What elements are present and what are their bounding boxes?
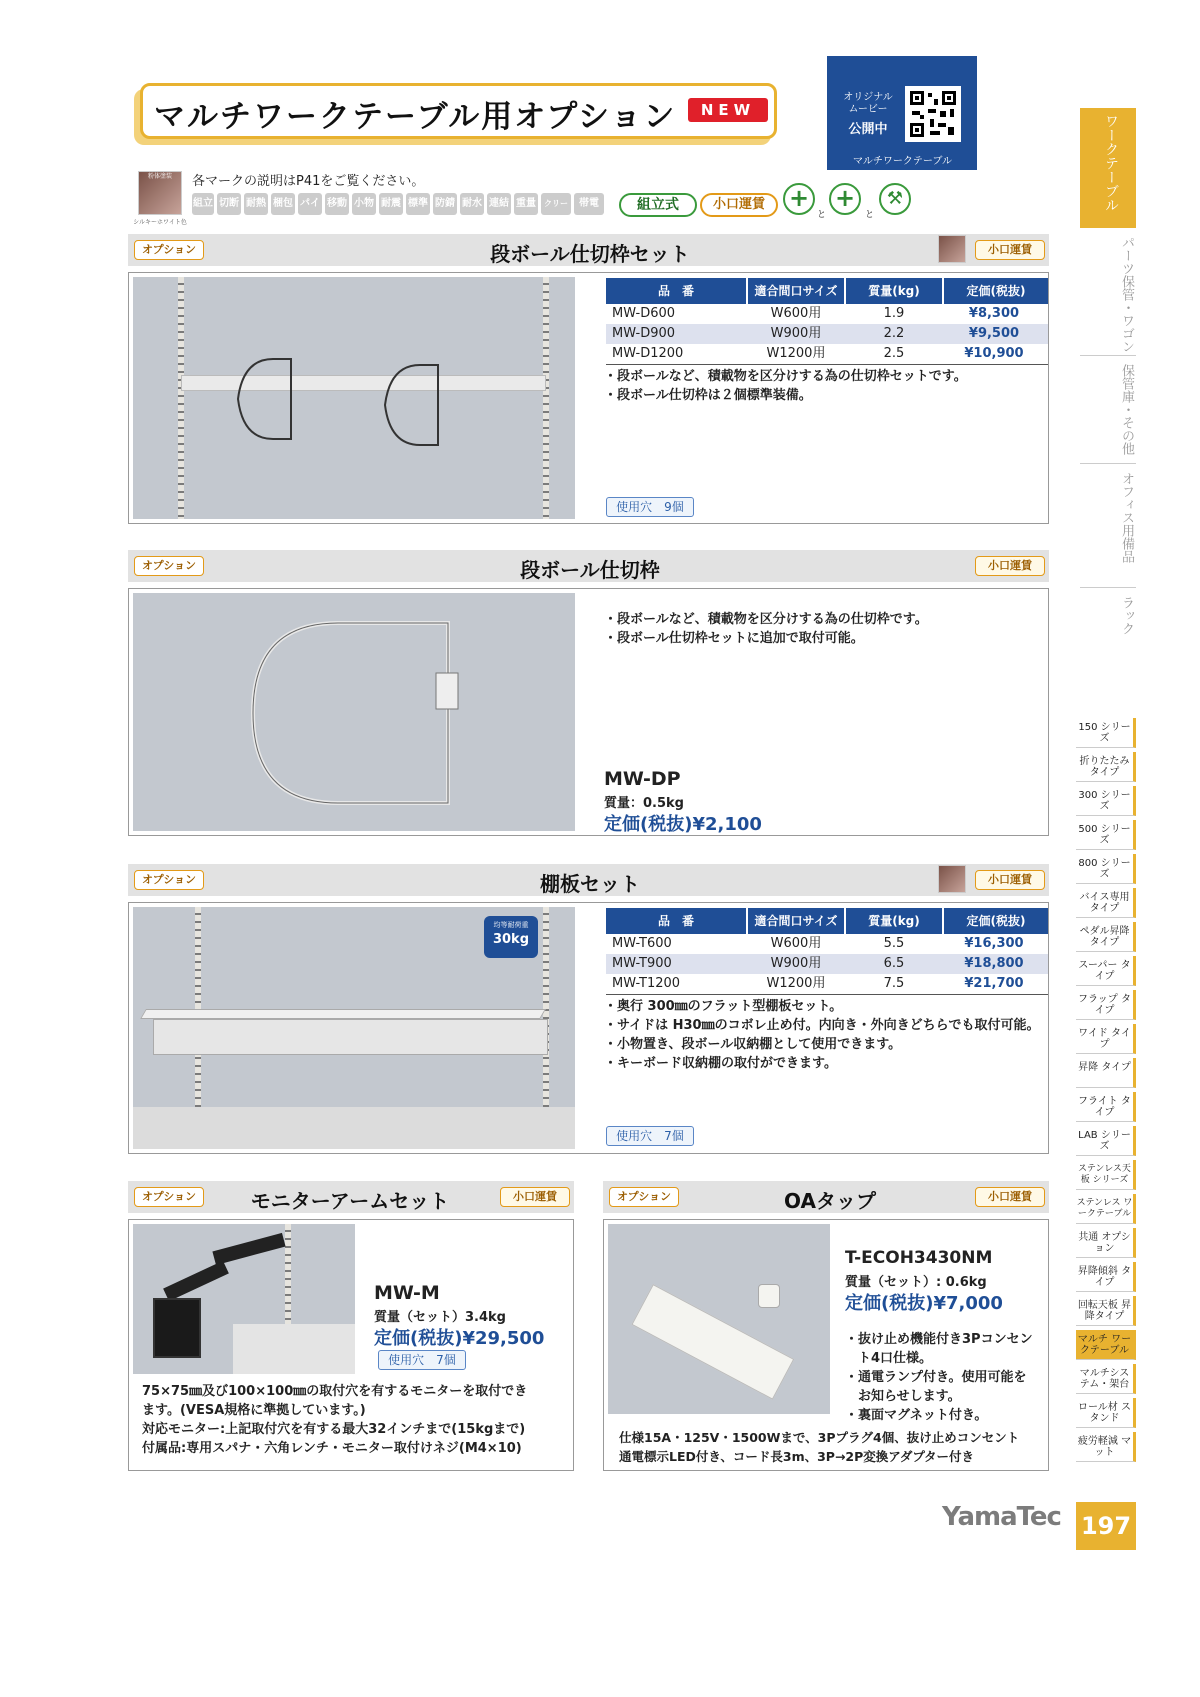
- sidebar-item[interactable]: ステンレス天板 シリーズ: [1076, 1160, 1136, 1190]
- small-freight-mark: 小口運賃: [700, 193, 778, 217]
- product-photo: [133, 277, 575, 519]
- sidebar-item[interactable]: 800 シリーズ: [1076, 854, 1136, 884]
- table-cell: ¥10,900: [964, 346, 1024, 361]
- mark-icon: 移動: [325, 193, 349, 215]
- small-freight-tag: 小口運賃: [975, 556, 1045, 576]
- sidebar-tab-parts[interactable]: パーツ保管・ワゴン: [1080, 236, 1136, 356]
- color-swatch: [938, 865, 966, 893]
- table-cell: 1.9: [883, 306, 905, 321]
- option-tag: オプション: [134, 240, 204, 260]
- table-cell: 2.5: [883, 346, 905, 361]
- qr-code-icon[interactable]: [905, 86, 961, 142]
- table-cell: ¥9,500: [968, 326, 1020, 341]
- sidebar-item[interactable]: 折りたたみ タイプ: [1076, 752, 1136, 782]
- sidebar-item[interactable]: LAB シリーズ: [1076, 1126, 1136, 1156]
- bullet-text: ・通電ランプ付き。使用可能を: [845, 1370, 1027, 1385]
- table-header: 適合間口サイズ: [748, 908, 844, 934]
- section-title: 段ボール仕切枠: [520, 558, 660, 582]
- sidebar-item[interactable]: 回転天板 昇降タイプ: [1076, 1296, 1136, 1326]
- sidebar-item[interactable]: 共通 オプション: [1076, 1228, 1136, 1258]
- sidebar-item[interactable]: フラップ タイプ: [1076, 990, 1136, 1020]
- option-tag: オプション: [134, 1187, 204, 1207]
- sidebar-item[interactable]: フライト タイプ: [1076, 1092, 1136, 1122]
- table-cell: MW-T900: [612, 956, 672, 971]
- product-photo: [133, 1224, 355, 1374]
- bullet-text: ・裏面マグネット付き。: [845, 1408, 988, 1423]
- small-freight-tag: 小口運賃: [975, 870, 1045, 890]
- mark-icon: 小物: [352, 193, 376, 215]
- mark-icon: 帯電: [574, 193, 604, 215]
- table-cell: MW-D900: [612, 326, 676, 341]
- page-title: マルチワークテーブル用オプション: [154, 99, 677, 135]
- load-label: 均等耐荷重: [493, 921, 529, 929]
- sidebar-tab-office[interactable]: オフィス用備品: [1080, 472, 1136, 588]
- sidebar-item[interactable]: 疲労軽減 マット: [1076, 1432, 1136, 1462]
- bullet-text: ・奥行 300㎜のフラット型棚板セット。: [604, 999, 843, 1014]
- table-cell: W900用: [770, 326, 822, 341]
- table-cell: ¥16,300: [964, 936, 1024, 951]
- bullet-text: ・キーボード収納棚の取付ができます。: [604, 1056, 837, 1071]
- mark-icon: 切断: [217, 193, 241, 215]
- mark-icon: クリーン: [541, 193, 571, 215]
- section-title: 棚板セット: [540, 872, 640, 896]
- table-header: 品 番: [606, 278, 746, 304]
- sidebar-tab-rack[interactable]: ラック: [1119, 596, 1134, 635]
- marks-note: 各マークの説明はP41をご覧ください。: [192, 174, 425, 189]
- table-cell: 7.5: [883, 976, 905, 991]
- page-number: 197: [1076, 1502, 1136, 1550]
- movie-label-main: 公開中: [848, 122, 888, 137]
- mark-icon: 耐震: [379, 193, 403, 215]
- table-cell: ¥18,800: [964, 956, 1024, 971]
- bullet-text: ・小物置き、段ボール収納棚として使用できます。: [604, 1037, 902, 1052]
- model-number: MW-M: [374, 1282, 440, 1304]
- section-title: モニターアームセット: [250, 1189, 450, 1213]
- bullet-text: ・段ボール仕切枠は２個標準装備。: [604, 388, 812, 403]
- mark-icon: パイプ: [298, 193, 322, 215]
- table-header: 質量(kg): [846, 908, 942, 934]
- spec-text: 仕様15A・125V・1500Wまで、3Pプラグ4個、抜け止めコンセント: [619, 1430, 1020, 1445]
- table-cell: 2.2: [883, 326, 905, 341]
- sidebar-item[interactable]: ステンレス ワークテーブル: [1076, 1194, 1136, 1224]
- product-photo: [608, 1224, 830, 1414]
- color-swatch: [938, 235, 966, 263]
- sidebar-item[interactable]: スーパー タイプ: [1076, 956, 1136, 986]
- product-photo: [133, 593, 575, 831]
- mark-icon: 梱包: [271, 193, 295, 215]
- mass-text: 質量（セット）: 0.6kg: [845, 1275, 987, 1290]
- small-freight-tag: 小口運賃: [975, 240, 1045, 260]
- load-value: 30kg: [492, 932, 530, 947]
- price-text: 定価(税抜)¥2,100: [604, 814, 762, 835]
- section-title: 段ボール仕切枠セット: [490, 242, 690, 266]
- brand-logo: YamaTec: [942, 1502, 1061, 1532]
- price-text: 定価(税抜)¥7,000: [845, 1293, 1003, 1314]
- assembly-mark: 組立式: [619, 193, 697, 217]
- sidebar-item[interactable]: 昇降傾斜 タイプ: [1076, 1262, 1136, 1292]
- sidebar-item[interactable]: ワイド タイプ: [1076, 1024, 1136, 1054]
- model-number: T-ECOH3430NM: [845, 1248, 993, 1268]
- table-cell: 6.5: [883, 956, 905, 971]
- mass-text: 質量：0.5kg: [604, 796, 684, 811]
- bullet-text: ・段ボールなど、積載物を区分けする為の仕切枠です。: [604, 612, 928, 627]
- table-header: 定価(税抜): [944, 278, 1048, 304]
- table-header: 品 番: [606, 908, 746, 934]
- plus-2-icon: +: [783, 183, 815, 215]
- table-cell: ¥21,700: [964, 976, 1024, 991]
- table-header: 適合間口サイズ: [748, 278, 844, 304]
- sidebar-item[interactable]: 150 シリーズ: [1076, 718, 1136, 748]
- sidebar-item[interactable]: ペダル昇降 タイプ: [1076, 922, 1136, 952]
- movie-caption: マルチワークテーブル: [852, 156, 953, 167]
- table-cell: 5.5: [883, 936, 905, 951]
- mark-icon: 耐熱: [244, 193, 268, 215]
- plus-3-icon: +: [829, 183, 861, 215]
- small-freight-tag: 小口運賃: [975, 1187, 1045, 1207]
- table-cell: MW-D600: [612, 306, 676, 321]
- mark-icon: 連結: [487, 193, 511, 215]
- bullet-text: お知らせします。: [845, 1389, 961, 1404]
- table-cell: MW-T1200: [612, 976, 681, 991]
- table-cell: W1200用: [766, 976, 826, 991]
- bullet-text: ・段ボール仕切枠セットに追加で取付可能。: [604, 631, 864, 646]
- holes-tag: 使用穴 9個: [606, 497, 694, 517]
- bullet-text: ト4口仕様。: [845, 1351, 933, 1366]
- swatch-label-bottom: シルキーホワイト色: [133, 219, 187, 226]
- holes-tag: 使用穴 7個: [606, 1126, 694, 1146]
- option-tag: オプション: [609, 1187, 679, 1207]
- mark-icon: 組立: [192, 193, 214, 215]
- sidebar-item-active[interactable]: マルチ ワークテーブル: [1076, 1330, 1136, 1360]
- new-badge: NEW: [688, 98, 768, 122]
- mark-icon: 重量: [514, 193, 538, 215]
- table-cell: W600用: [770, 306, 822, 321]
- table-rule: [606, 994, 1048, 995]
- section-title: OAタップ: [784, 1189, 876, 1213]
- table-cell: MW-T600: [612, 936, 672, 951]
- option-tag: オプション: [134, 556, 204, 576]
- and-text: と: [865, 210, 875, 220]
- sidebar-item[interactable]: 昇降 タイプ: [1076, 1058, 1136, 1088]
- movie-label-small: オリジナル ムービー: [843, 92, 893, 115]
- note-text: 付属品:専用スパナ・六角レンチ・モニター取付けネジ(M4×10): [142, 1441, 522, 1456]
- and-text: と: [817, 210, 827, 220]
- spec-text: 通電標示LED付き、コード長3m、3P→2P変換アダプター付き: [619, 1449, 975, 1464]
- bullet-text: ・段ボールなど、積載物を区分けする為の仕切枠セットです。: [604, 369, 967, 384]
- table-cell: ¥8,300: [968, 306, 1020, 321]
- sidebar-item[interactable]: 500 シリーズ: [1076, 820, 1136, 850]
- note-text: ます。(VESA規格に準拠しています。): [142, 1403, 366, 1418]
- note-text: 75×75㎜及び100×100㎜の取付穴を有するモニターを取付でき: [142, 1384, 528, 1399]
- model-number: MW-DP: [604, 768, 681, 790]
- sidebar-item[interactable]: バイス専用 タイプ: [1076, 888, 1136, 918]
- mark-icon: 防錆: [433, 193, 457, 215]
- mass-text: 質量（セット）3.4kg: [374, 1310, 506, 1325]
- table-cell: W900用: [770, 956, 822, 971]
- holes-tag: 使用穴 7個: [378, 1350, 466, 1370]
- sidebar-item[interactable]: マルチシス テム・架台: [1076, 1364, 1136, 1394]
- mark-icon: 標準: [406, 193, 430, 215]
- table-header: 定価(税抜): [944, 908, 1048, 934]
- price-text: 定価(税抜)¥29,500: [374, 1328, 545, 1349]
- hammer-icon: ⚒: [879, 183, 911, 215]
- table-cell: W1200用: [766, 346, 826, 361]
- sidebar-item[interactable]: ロール材 スタンド: [1076, 1398, 1136, 1428]
- swatch-label-top: 粉体塗装: [147, 173, 172, 180]
- note-text: 対応モニター:上記取付穴を有する最大32インチまで(15kgまで): [142, 1422, 526, 1437]
- table-cell: MW-D1200: [612, 346, 684, 361]
- small-freight-tag: 小口運賃: [500, 1187, 570, 1207]
- bullet-text: ・サイドは H30㎜のコボレ止め付。内向き・外向きどちらでも取付可能。: [604, 1018, 1040, 1033]
- option-tag: オプション: [134, 870, 204, 890]
- sidebar-tab-worktable[interactable]: ワークテーブル: [1080, 108, 1136, 228]
- sidebar-item[interactable]: 300 シリーズ: [1076, 786, 1136, 816]
- sidebar-tab-storage[interactable]: 保管庫・その他: [1080, 364, 1136, 464]
- bullet-text: ・抜け止め機能付き3Pコンセン: [845, 1332, 1033, 1347]
- table-cell: W600用: [770, 936, 822, 951]
- table-rule: [606, 364, 1048, 365]
- mark-icon: 耐水: [460, 193, 484, 215]
- table-header: 質量(kg): [846, 278, 942, 304]
